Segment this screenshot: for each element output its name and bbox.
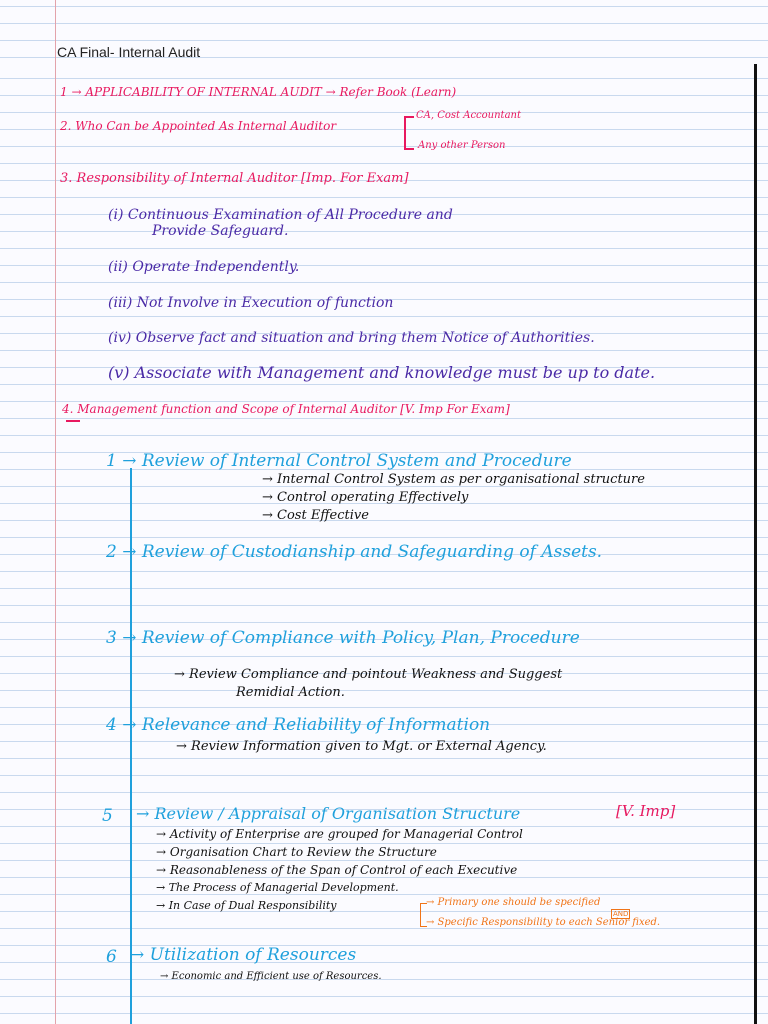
scope-6-number: 6 xyxy=(106,947,117,967)
margin-line xyxy=(55,0,56,1024)
scope-1-title: 1 → Review of Internal Control System and Procedure xyxy=(106,451,572,471)
scope-2-title: 2 → Review of Custodianship and Safeguarding of Assets. xyxy=(106,542,603,562)
scope-3-title: 3 → Review of Compliance with Policy, Plan, Procedure xyxy=(106,628,580,648)
point-2-who-appointed: 2. Who Can be Appointed As Internal Auditor xyxy=(60,119,337,133)
scope-6-point-a: → Economic and Efficient use of Resources. xyxy=(160,971,382,982)
scope-5-point-c: → Reasonableness of the Span of Control of each Executive xyxy=(156,863,518,877)
point-1-applicability: 1 → APPLICABILITY OF INTERNAL AUDIT → Refer Book (Learn) xyxy=(60,85,457,99)
page-title: CA Final- Internal Audit xyxy=(57,44,201,60)
responsibility-iii: (iii) Not Involve in Execution of function xyxy=(108,295,394,311)
dual-responsibility-specific: → Specific Responsibility to each Senior fixed. xyxy=(426,917,661,928)
scope-3-point-a: → Review Compliance and pointout Weakness and Suggest xyxy=(174,667,563,682)
scope-4-title: 4 → Relevance and Reliability of Information xyxy=(106,715,491,735)
appointed-bracket xyxy=(404,116,414,150)
point-3-responsibility: 3. Responsibility of Internal Auditor [Imp. For Exam] xyxy=(60,171,409,186)
dual-responsibility-primary: → Primary one should be specified xyxy=(426,897,601,908)
scope-4-point-a: → Review Information given to Mgt. or External Agency. xyxy=(176,739,547,754)
scope-3-point-b: Remidial Action. xyxy=(236,685,345,700)
responsibility-i-line2: Provide Safeguard. xyxy=(152,223,289,239)
scope-5-point-b: → Organisation Chart to Review the Structure xyxy=(156,845,437,859)
scope-5-point-d: → The Process of Managerial Development. xyxy=(156,881,399,894)
responsibility-iv: (iv) Observe fact and situation and bring them Notice of Authorities. xyxy=(108,330,595,346)
point-4-management-scope: 4. Management function and Scope of Internal Auditor [V. Imp For Exam] xyxy=(62,402,510,416)
scope-1-point-b: → Control operating Effectively xyxy=(262,490,469,505)
scope-5-title: → Review / Appraisal of Organisation Structure xyxy=(136,804,521,823)
scope-5-point-a: → Activity of Enterprise are grouped for Managerial Control xyxy=(156,827,523,841)
scope-1-point-a: → Internal Control System as per organisational structure xyxy=(262,472,645,487)
responsibility-v: (v) Associate with Management and knowledge must be up to date. xyxy=(108,363,656,382)
responsibility-ii: (ii) Operate Independently. xyxy=(108,259,300,275)
appointed-option-ca: CA, Cost Accountant xyxy=(416,110,521,121)
scope-1-point-c: → Cost Effective xyxy=(262,508,369,523)
appointed-option-other: Any other Person xyxy=(418,140,506,151)
page-right-edge xyxy=(754,64,757,1024)
responsibility-i-line1: (i) Continuous Examination of All Procedure and xyxy=(108,207,453,223)
scope-5-point-e: → In Case of Dual Responsibility xyxy=(156,899,337,912)
and-box: AND xyxy=(613,910,629,918)
scope-5-number: 5 xyxy=(102,806,113,826)
scope-5-tag: [V. Imp] xyxy=(616,802,676,820)
scope-6-title: → Utilization of Resources xyxy=(130,945,357,965)
point-4-underline xyxy=(66,420,80,422)
